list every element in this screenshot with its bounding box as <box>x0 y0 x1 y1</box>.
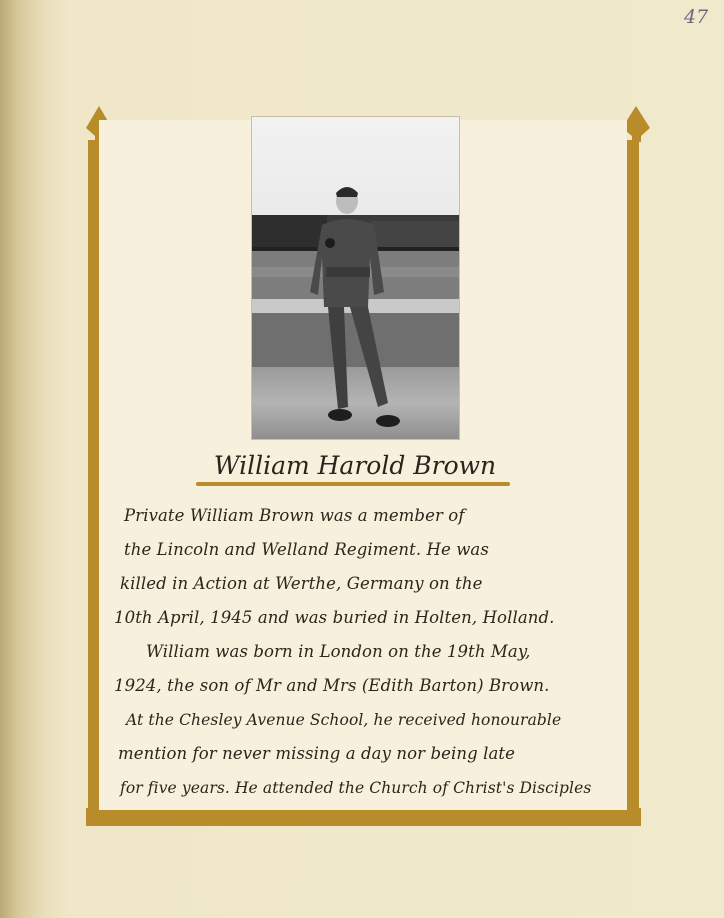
memorial-title: William Harold Brown <box>213 451 497 480</box>
biography-line: 1924, the son of Mr and Mrs (Edith Barton) Brown. <box>114 676 550 695</box>
biography-line: the Lincoln and Welland Regiment. He was <box>124 540 489 559</box>
soldier-photograph <box>252 117 459 439</box>
biography-line: Private William Brown was a member of <box>124 506 465 525</box>
biography-line: 10th April, 1945 and was buried in Holten, Holland. <box>114 608 555 627</box>
right-frame-post <box>625 140 639 824</box>
biography-line: killed in Action at Werthe, Germany on the <box>120 574 483 593</box>
title-underline <box>196 482 510 486</box>
bottom-frame-bar <box>86 808 641 826</box>
biography-line: mention for never missing a day nor being late <box>118 744 515 763</box>
biography-line: William was born in London on the 19th May, <box>146 642 531 661</box>
biography-line: At the Chesley Avenue School, he received honourable <box>126 711 562 729</box>
page-number: 47 <box>684 6 709 28</box>
biography-line: for five years. He attended the Church of Christ's Disciples <box>120 779 592 797</box>
